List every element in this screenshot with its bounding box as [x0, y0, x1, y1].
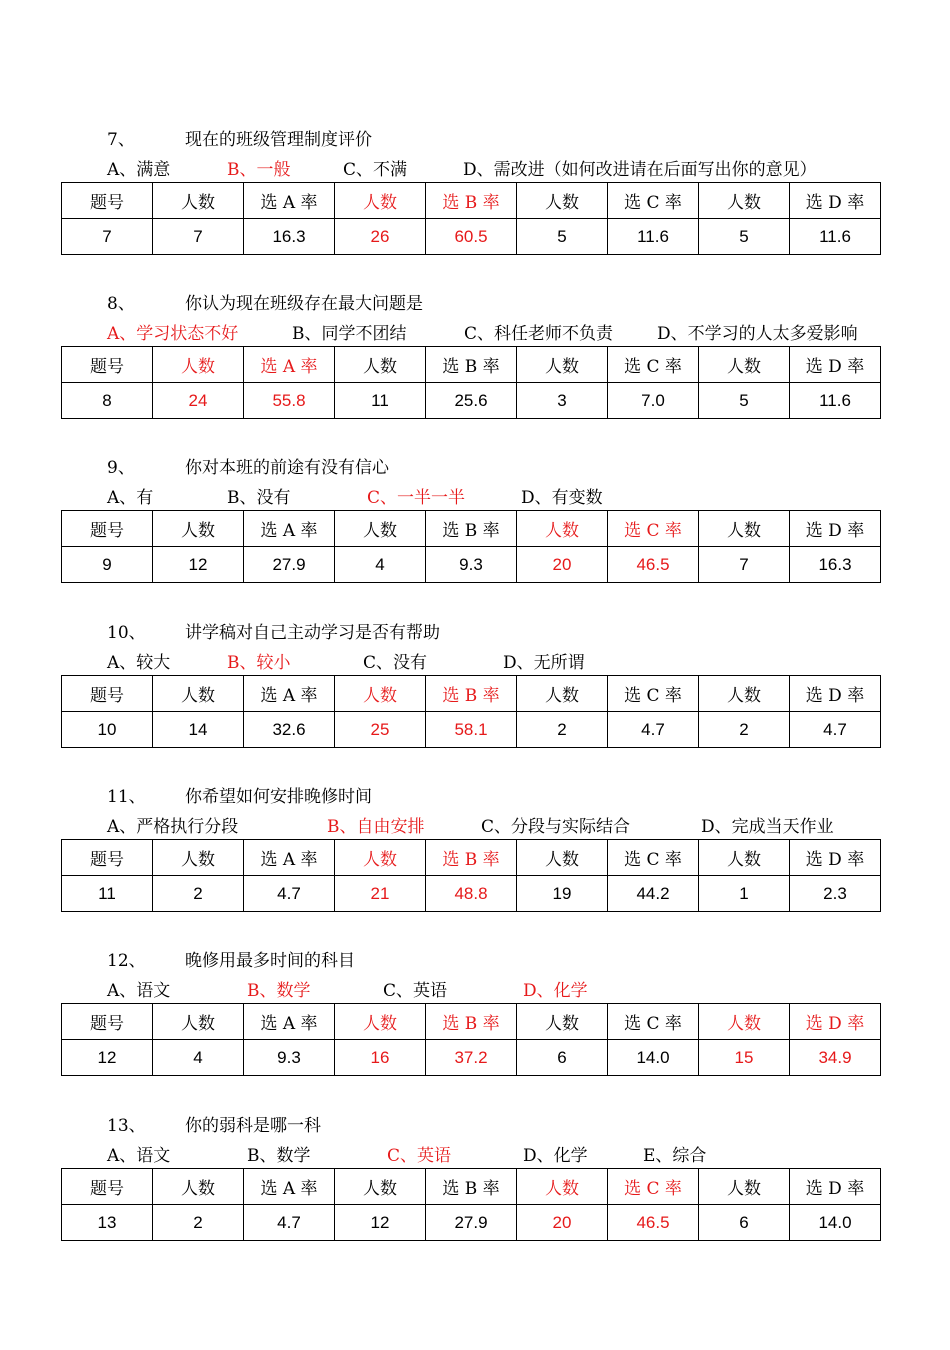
header-cell: 人数	[153, 347, 244, 383]
value-cell: 4.7	[244, 876, 335, 912]
answer-option: D、无所谓	[503, 653, 585, 673]
value-cell: 2.3	[790, 876, 881, 912]
value-cell: 6	[517, 1040, 608, 1076]
table-row	[62, 1040, 881, 1076]
header-cell: 选 A 率	[244, 183, 335, 219]
question-title	[107, 622, 440, 644]
answer-option: D、化学	[523, 981, 588, 1001]
header-cell: 人数	[153, 676, 244, 712]
value-cell: 12	[335, 1205, 426, 1241]
answer-option: C、不满	[343, 160, 408, 180]
question-number: 10、	[107, 623, 146, 643]
value-cell: 25	[335, 712, 426, 748]
question-title	[107, 786, 372, 808]
header-cell: 人数	[517, 347, 608, 383]
question-title	[107, 293, 423, 315]
header-cell: 人数	[699, 1004, 790, 1040]
header-cell: 人数	[517, 183, 608, 219]
answer-option: C、没有	[363, 653, 428, 673]
question-text: 你希望如何安排晚修时间	[185, 787, 372, 807]
answer-option: D、化学	[523, 1146, 588, 1166]
header-cell: 题号	[62, 183, 153, 219]
question-text: 现在的班级管理制度评价	[185, 130, 372, 150]
value-cell: 16.3	[790, 547, 881, 583]
stats-table	[61, 1003, 881, 1076]
value-cell: 27.9	[244, 547, 335, 583]
header-cell: 人数	[335, 840, 426, 876]
header-cell: 选 D 率	[790, 511, 881, 547]
value-cell: 8	[62, 383, 153, 419]
value-cell: 13	[62, 1205, 153, 1241]
question-number: 9、	[107, 458, 135, 478]
answer-option: B、自由安排	[327, 817, 425, 837]
answer-option: D、需改进（如何改进请在后面写出你的意见）	[463, 160, 817, 180]
question-number: 12、	[107, 951, 146, 971]
header-cell: 人数	[153, 183, 244, 219]
header-cell: 题号	[62, 1169, 153, 1205]
question-title	[107, 129, 372, 151]
answer-option: E、综合	[643, 1146, 707, 1166]
header-cell: 题号	[62, 840, 153, 876]
answer-option: C、一半一半	[367, 488, 466, 508]
answer-option: D、完成当天作业	[701, 817, 834, 837]
header-cell: 选 A 率	[244, 511, 335, 547]
answer-option: B、同学不团结	[292, 324, 407, 344]
value-cell: 19	[517, 876, 608, 912]
question-title	[107, 950, 355, 972]
value-cell: 7	[699, 547, 790, 583]
header-cell: 题号	[62, 511, 153, 547]
value-cell: 5	[517, 219, 608, 255]
table-row	[62, 219, 881, 255]
header-cell: 题号	[62, 676, 153, 712]
stats-table	[61, 182, 881, 255]
header-cell: 人数	[699, 347, 790, 383]
header-cell: 人数	[517, 840, 608, 876]
answer-option: A、语文	[107, 981, 171, 1001]
header-cell: 人数	[153, 511, 244, 547]
value-cell: 16.3	[244, 219, 335, 255]
header-cell: 人数	[335, 676, 426, 712]
value-cell: 24	[153, 383, 244, 419]
table-header-row	[62, 1169, 881, 1205]
value-cell: 44.2	[608, 876, 699, 912]
header-cell: 人数	[517, 1004, 608, 1040]
answer-option: C、英语	[383, 981, 448, 1001]
header-cell: 选 A 率	[244, 347, 335, 383]
answer-option: A、语文	[107, 1146, 171, 1166]
value-cell: 20	[517, 1205, 608, 1241]
header-cell: 选 C 率	[608, 676, 699, 712]
value-cell: 25.6	[426, 383, 517, 419]
header-cell: 选 C 率	[608, 511, 699, 547]
header-cell: 人数	[699, 183, 790, 219]
header-cell: 人数	[699, 840, 790, 876]
header-cell: 选 D 率	[790, 1169, 881, 1205]
table-row	[62, 383, 881, 419]
table-row	[62, 876, 881, 912]
value-cell: 9.3	[244, 1040, 335, 1076]
header-cell: 选 B 率	[426, 347, 517, 383]
header-cell: 题号	[62, 1004, 153, 1040]
value-cell: 58.1	[426, 712, 517, 748]
answer-option: A、有	[107, 488, 154, 508]
table-header-row	[62, 840, 881, 876]
answer-option: C、分段与实际结合	[481, 817, 631, 837]
header-cell: 选 B 率	[426, 1004, 517, 1040]
stats-table	[61, 839, 881, 912]
value-cell: 2	[153, 1205, 244, 1241]
header-cell: 选 B 率	[426, 676, 517, 712]
header-cell: 选 B 率	[426, 511, 517, 547]
header-cell: 人数	[335, 183, 426, 219]
question-text: 你对本班的前途有没有信心	[185, 458, 389, 478]
stats-table	[61, 675, 881, 748]
question-title	[107, 457, 389, 479]
header-cell: 人数	[335, 511, 426, 547]
value-cell: 4.7	[790, 712, 881, 748]
table-row	[62, 1205, 881, 1241]
value-cell: 27.9	[426, 1205, 517, 1241]
value-cell: 4.7	[244, 1205, 335, 1241]
header-cell: 人数	[517, 1169, 608, 1205]
value-cell: 26	[335, 219, 426, 255]
value-cell: 2	[517, 712, 608, 748]
stats-table	[61, 346, 881, 419]
header-cell: 选 C 率	[608, 183, 699, 219]
header-cell: 人数	[699, 676, 790, 712]
answer-option: A、严格执行分段	[107, 817, 239, 837]
value-cell: 7.0	[608, 383, 699, 419]
value-cell: 12	[153, 547, 244, 583]
header-cell: 人数	[153, 840, 244, 876]
question-number: 7、	[107, 130, 135, 150]
header-cell: 题号	[62, 347, 153, 383]
value-cell: 5	[699, 219, 790, 255]
table-row	[62, 547, 881, 583]
value-cell: 10	[62, 712, 153, 748]
answer-option: A、满意	[107, 160, 171, 180]
value-cell: 2	[153, 876, 244, 912]
value-cell: 3	[517, 383, 608, 419]
answer-option: A、较大	[107, 653, 171, 673]
value-cell: 7	[62, 219, 153, 255]
question-title	[107, 1115, 321, 1137]
value-cell: 46.5	[608, 1205, 699, 1241]
value-cell: 1	[699, 876, 790, 912]
value-cell: 60.5	[426, 219, 517, 255]
value-cell: 9.3	[426, 547, 517, 583]
header-cell: 选 B 率	[426, 1169, 517, 1205]
header-cell: 选 C 率	[608, 840, 699, 876]
value-cell: 4.7	[608, 712, 699, 748]
value-cell: 11.6	[790, 383, 881, 419]
value-cell: 11	[335, 383, 426, 419]
table-header-row	[62, 183, 881, 219]
header-cell: 选 A 率	[244, 676, 335, 712]
header-cell: 人数	[153, 1169, 244, 1205]
header-cell: 选 D 率	[790, 347, 881, 383]
value-cell: 11.6	[608, 219, 699, 255]
header-cell: 选 A 率	[244, 1004, 335, 1040]
answer-option: D、有变数	[521, 488, 603, 508]
answer-option: B、一般	[227, 160, 291, 180]
question-text: 你认为现在班级存在最大问题是	[185, 294, 423, 314]
question-text: 你的弱科是哪一科	[185, 1116, 321, 1136]
table-header-row	[62, 511, 881, 547]
answer-option: B、较小	[227, 653, 291, 673]
question-text: 讲学稿对自己主动学习是否有帮助	[185, 623, 440, 643]
answer-option: C、科任老师不负责	[464, 324, 614, 344]
header-cell: 选 C 率	[608, 1004, 699, 1040]
value-cell: 7	[153, 219, 244, 255]
header-cell: 选 D 率	[790, 840, 881, 876]
header-cell: 选 A 率	[244, 1169, 335, 1205]
question-number: 8、	[107, 294, 135, 314]
value-cell: 34.9	[790, 1040, 881, 1076]
value-cell: 32.6	[244, 712, 335, 748]
question-number: 11、	[107, 787, 146, 807]
header-cell: 选 B 率	[426, 183, 517, 219]
answer-option: B、数学	[247, 981, 311, 1001]
value-cell: 14.0	[608, 1040, 699, 1076]
value-cell: 15	[699, 1040, 790, 1076]
header-cell: 人数	[335, 1004, 426, 1040]
header-cell: 人数	[699, 511, 790, 547]
value-cell: 14	[153, 712, 244, 748]
value-cell: 14.0	[790, 1205, 881, 1241]
header-cell: 选 D 率	[790, 1004, 881, 1040]
answer-option: B、没有	[227, 488, 291, 508]
table-header-row	[62, 1004, 881, 1040]
table-header-row	[62, 347, 881, 383]
value-cell: 9	[62, 547, 153, 583]
value-cell: 21	[335, 876, 426, 912]
header-cell: 选 D 率	[790, 183, 881, 219]
header-cell: 选 A 率	[244, 840, 335, 876]
table-header-row	[62, 676, 881, 712]
answer-option: C、英语	[387, 1146, 452, 1166]
value-cell: 4	[153, 1040, 244, 1076]
answer-option: A、学习状态不好	[107, 324, 239, 344]
table-row	[62, 712, 881, 748]
value-cell: 11.6	[790, 219, 881, 255]
header-cell: 人数	[517, 511, 608, 547]
question-number: 13、	[107, 1116, 146, 1136]
value-cell: 12	[62, 1040, 153, 1076]
value-cell: 11	[62, 876, 153, 912]
value-cell: 37.2	[426, 1040, 517, 1076]
header-cell: 选 C 率	[608, 347, 699, 383]
header-cell: 人数	[517, 676, 608, 712]
header-cell: 选 B 率	[426, 840, 517, 876]
value-cell: 2	[699, 712, 790, 748]
header-cell: 人数	[699, 1169, 790, 1205]
header-cell: 人数	[335, 347, 426, 383]
value-cell: 5	[699, 383, 790, 419]
value-cell: 20	[517, 547, 608, 583]
value-cell: 46.5	[608, 547, 699, 583]
header-cell: 人数	[153, 1004, 244, 1040]
value-cell: 4	[335, 547, 426, 583]
value-cell: 48.8	[426, 876, 517, 912]
answer-option: D、不学习的人太多爱影响	[657, 324, 858, 344]
answer-option: B、数学	[247, 1146, 311, 1166]
header-cell: 选 D 率	[790, 676, 881, 712]
stats-table	[61, 510, 881, 583]
header-cell: 选 C 率	[608, 1169, 699, 1205]
value-cell: 55.8	[244, 383, 335, 419]
header-cell: 人数	[335, 1169, 426, 1205]
value-cell: 16	[335, 1040, 426, 1076]
value-cell: 6	[699, 1205, 790, 1241]
stats-table	[61, 1168, 881, 1241]
question-text: 晚修用最多时间的科目	[185, 951, 355, 971]
